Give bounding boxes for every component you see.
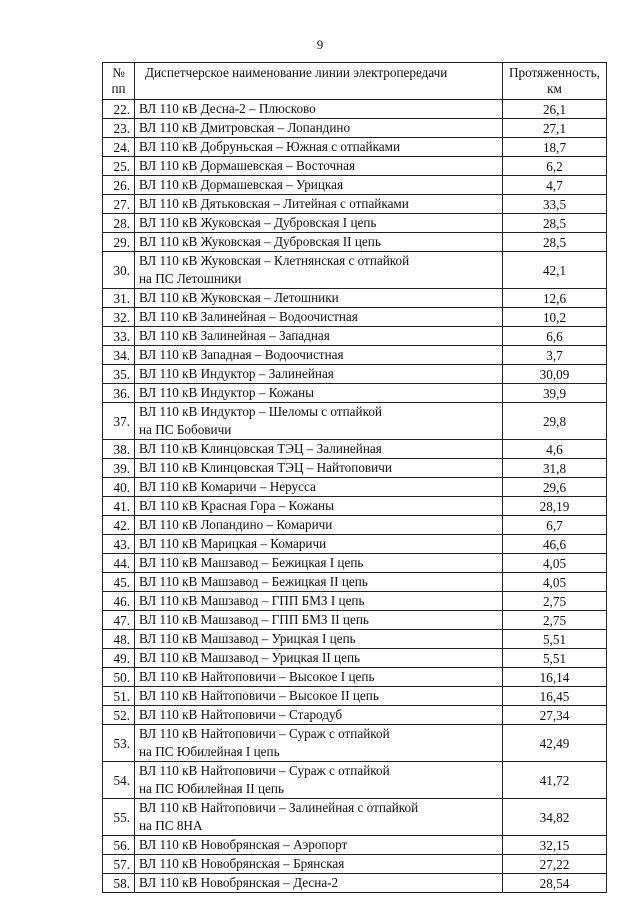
row-length-km: 28,54	[503, 874, 607, 893]
table-row	[103, 195, 607, 214]
row-number: 47.	[103, 611, 135, 630]
table-row	[103, 535, 607, 554]
line-name-part: ВЛ 110 кВ Залинейная – Западная	[139, 328, 330, 343]
row-number: 23.	[103, 119, 135, 138]
row-length-km: 42,1	[503, 252, 607, 289]
row-number: 41.	[103, 497, 135, 516]
row-number: 40.	[103, 478, 135, 497]
row-number: 57.	[103, 855, 135, 874]
row-length-km: 32,15	[503, 836, 607, 855]
line-name-part: ВЛ 110 кВ Машзавод – Бежицкая II цепь	[139, 574, 368, 589]
line-name-part: ВЛ 110 кВ Найтоповичи – Сураж с отпайкой	[139, 726, 390, 741]
row-number: 26.	[103, 176, 135, 195]
row-line-name	[135, 327, 503, 346]
line-name-part: на ПС 8НА	[139, 818, 203, 833]
line-name-part: ВЛ 110 кВ Залинейная – Водоочистная	[139, 309, 358, 324]
table-row	[103, 119, 607, 138]
row-number: 29.	[103, 233, 135, 252]
row-line-name	[135, 403, 503, 440]
row-number: 46.	[103, 592, 135, 611]
row-length-km: 6,6	[503, 327, 607, 346]
line-name-part: ВЛ 110 кВ Найтоповичи – Сураж с отпайкой	[139, 763, 390, 778]
row-number: 30.	[103, 252, 135, 289]
line-name-part: ВЛ 110 кВ Дмитровская – Лопандино	[139, 120, 351, 135]
row-number: 32.	[103, 308, 135, 327]
row-number: 22.	[103, 100, 135, 119]
row-number: 35.	[103, 365, 135, 384]
line-name-part: ВЛ 110 кВ Индуктор – Залинейная	[139, 366, 334, 381]
row-number: 52.	[103, 706, 135, 725]
table-row	[103, 668, 607, 687]
header-length: Протяженность, км	[503, 63, 607, 100]
line-name-part: ВЛ 110 кВ Западная – Водоочистная	[139, 347, 344, 362]
line-name-part: ВЛ 110 кВ Лопандино – Комаричи	[139, 517, 333, 532]
row-line-name	[135, 592, 503, 611]
row-length-km: 2,75	[503, 592, 607, 611]
table-row	[103, 100, 607, 119]
row-length-km: 16,45	[503, 687, 607, 706]
row-length-km: 42,49	[503, 725, 607, 762]
table-row	[103, 138, 607, 157]
line-name-part: ВЛ 110 кВ Клинцовская ТЭЦ – Залинейная	[139, 441, 382, 456]
table-row	[103, 874, 607, 893]
row-line-name	[135, 799, 503, 836]
table-row	[103, 836, 607, 855]
table-row	[103, 762, 607, 799]
row-number: 48.	[103, 630, 135, 649]
line-name-part: ВЛ 110 кВ Машзавод – ГПП БМЗ II цепь	[139, 612, 369, 627]
row-line-name	[135, 365, 503, 384]
table-row	[103, 649, 607, 668]
row-number: 38.	[103, 440, 135, 459]
row-line-name	[135, 195, 503, 214]
row-length-km: 12,6	[503, 289, 607, 308]
row-length-km: 5,51	[503, 630, 607, 649]
row-number: 31.	[103, 289, 135, 308]
table-row	[103, 554, 607, 573]
line-name-part: ВЛ 110 кВ Красная Гора – Кожаны	[139, 498, 334, 513]
row-number: 34.	[103, 346, 135, 365]
row-number: 39.	[103, 459, 135, 478]
table-row	[103, 611, 607, 630]
row-number: 55.	[103, 799, 135, 836]
row-line-name	[135, 836, 503, 855]
row-line-name	[135, 100, 503, 119]
line-name-part: на ПС Юбилейная I цепь	[139, 744, 280, 759]
row-number: 50.	[103, 668, 135, 687]
table-row	[103, 573, 607, 592]
row-number: 36.	[103, 384, 135, 403]
table-row	[103, 233, 607, 252]
row-number: 27.	[103, 195, 135, 214]
row-line-name	[135, 668, 503, 687]
row-length-km: 16,14	[503, 668, 607, 687]
row-line-name	[135, 573, 503, 592]
row-number: 25.	[103, 157, 135, 176]
row-length-km: 4,6	[503, 440, 607, 459]
row-line-name	[135, 233, 503, 252]
row-number: 37.	[103, 403, 135, 440]
table-row	[103, 365, 607, 384]
line-name-part: ВЛ 110 кВ Добруньская – Южная с отпайками	[139, 139, 401, 154]
row-line-name	[135, 289, 503, 308]
row-line-name	[135, 459, 503, 478]
row-line-name	[135, 535, 503, 554]
row-line-name	[135, 649, 503, 668]
row-length-km: 29,8	[503, 403, 607, 440]
row-number: 58.	[103, 874, 135, 893]
row-length-km: 34,82	[503, 799, 607, 836]
row-length-km: 27,1	[503, 119, 607, 138]
row-line-name	[135, 478, 503, 497]
row-line-name	[135, 855, 503, 874]
line-name-part: ВЛ 110 кВ Найтоповичи – Залинейная с отпайкой	[139, 800, 419, 815]
row-line-name	[135, 874, 503, 893]
header-number: № пп	[103, 63, 135, 100]
line-name-part: на ПС Юбилейная II цепь	[139, 781, 284, 796]
row-length-km: 28,5	[503, 233, 607, 252]
table-row	[103, 176, 607, 195]
row-line-name	[135, 308, 503, 327]
row-line-name	[135, 516, 503, 535]
row-line-name	[135, 214, 503, 233]
line-name-part: ВЛ 110 кВ Комаричи – Нерусса	[139, 479, 316, 494]
table-row	[103, 327, 607, 346]
table-row	[103, 687, 607, 706]
line-name-part: ВЛ 110 кВ Жуковская – Дубровская I цепь	[139, 215, 377, 230]
row-line-name	[135, 138, 503, 157]
row-line-name	[135, 119, 503, 138]
row-length-km: 10,2	[503, 308, 607, 327]
table-row	[103, 855, 607, 874]
power-lines-table	[102, 62, 607, 893]
row-length-km: 27,22	[503, 855, 607, 874]
line-name-part: ВЛ 110 кВ Индуктор – Шеломы с отпайкой	[139, 404, 382, 419]
line-name-part: ВЛ 110 кВ Жуковская – Клетнянская с отпайкой	[139, 253, 410, 268]
line-name-part: ВЛ 110 кВ Индуктор – Кожаны	[139, 385, 314, 400]
row-length-km: 6,7	[503, 516, 607, 535]
row-line-name	[135, 497, 503, 516]
row-length-km: 28,19	[503, 497, 607, 516]
line-name-part: ВЛ 110 кВ Найтоповичи – Высокое II цепь	[139, 688, 379, 703]
line-name-part: ВЛ 110 кВ Дормашевская – Восточная	[139, 158, 356, 173]
line-name-part: ВЛ 110 кВ Жуковская – Летошники	[139, 290, 339, 305]
row-length-km: 41,72	[503, 762, 607, 799]
table-row	[103, 214, 607, 233]
row-number: 33.	[103, 327, 135, 346]
row-length-km: 5,51	[503, 649, 607, 668]
table-row	[103, 440, 607, 459]
row-length-km: 18,7	[503, 138, 607, 157]
row-line-name	[135, 762, 503, 799]
line-name-part: ВЛ 110 кВ Клинцовская ТЭЦ – Найтоповичи	[139, 460, 392, 475]
row-line-name	[135, 346, 503, 365]
row-length-km: 27,34	[503, 706, 607, 725]
row-number: 56.	[103, 836, 135, 855]
table-row	[103, 592, 607, 611]
row-length-km: 39,9	[503, 384, 607, 403]
row-line-name	[135, 384, 503, 403]
table-row	[103, 384, 607, 403]
row-length-km: 33,5	[503, 195, 607, 214]
row-length-km: 28,5	[503, 214, 607, 233]
row-length-km: 6,2	[503, 157, 607, 176]
row-number: 54.	[103, 762, 135, 799]
table-row	[103, 516, 607, 535]
line-name-part: ВЛ 110 кВ Марицкая – Комаричи	[139, 536, 327, 551]
line-name-part: ВЛ 110 кВ Машзавод – Бежицкая I цепь	[139, 555, 364, 570]
table-row	[103, 459, 607, 478]
row-length-km: 46,6	[503, 535, 607, 554]
table-row	[103, 497, 607, 516]
line-name-part: на ПС Бобовичи	[139, 422, 232, 437]
table-row	[103, 630, 607, 649]
line-name-part: на ПС Летошники	[139, 271, 242, 286]
line-name-part: ВЛ 110 кВ Машзавод – Урицкая I цепь	[139, 631, 356, 646]
table-row	[103, 346, 607, 365]
row-length-km: 29,6	[503, 478, 607, 497]
table-row	[103, 308, 607, 327]
line-name-part: ВЛ 110 кВ Новобрянская – Аэропорт	[139, 837, 348, 852]
row-line-name	[135, 554, 503, 573]
table-row	[103, 289, 607, 308]
row-line-name	[135, 725, 503, 762]
row-length-km: 26,1	[503, 100, 607, 119]
row-line-name	[135, 706, 503, 725]
row-line-name	[135, 687, 503, 706]
row-line-name	[135, 252, 503, 289]
row-length-km: 31,8	[503, 459, 607, 478]
row-length-km: 2,75	[503, 611, 607, 630]
row-line-name	[135, 630, 503, 649]
page-number: 9	[316, 37, 324, 52]
row-length-km: 30,09	[503, 365, 607, 384]
row-length-km: 4,05	[503, 554, 607, 573]
row-line-name	[135, 157, 503, 176]
row-number: 28.	[103, 214, 135, 233]
row-number: 49.	[103, 649, 135, 668]
line-name-part: ВЛ 110 кВ Дормашевская – Урицкая	[139, 177, 344, 192]
table-row	[103, 478, 607, 497]
header-line-name: Диспетчерское наименование линии электропередачи	[135, 63, 503, 100]
row-number: 51.	[103, 687, 135, 706]
table-row	[103, 403, 607, 440]
table-row	[103, 706, 607, 725]
row-number: 42.	[103, 516, 135, 535]
line-name-part: ВЛ 110 кВ Дятьковская – Литейная с отпайками	[139, 196, 409, 211]
line-name-part: ВЛ 110 кВ Машзавод – Урицкая II цепь	[139, 650, 361, 665]
table-body	[103, 100, 607, 893]
row-line-name	[135, 176, 503, 195]
row-number: 24.	[103, 138, 135, 157]
line-name-part: ВЛ 110 кВ Новобрянская – Десна-2	[139, 875, 339, 890]
line-name-part: ВЛ 110 кВ Найтоповичи – Высокое I цепь	[139, 669, 375, 684]
row-length-km: 4,7	[503, 176, 607, 195]
row-length-km: 3,7	[503, 346, 607, 365]
row-line-name	[135, 440, 503, 459]
table-row	[103, 799, 607, 836]
line-name-part: ВЛ 110 кВ Машзавод – ГПП БМЗ I цепь	[139, 593, 365, 608]
line-name-part: ВЛ 110 кВ Жуковская – Дубровская II цепь	[139, 234, 381, 249]
table-header-row	[103, 63, 607, 100]
line-name-part: ВЛ 110 кВ Десна-2 – Плюсково	[139, 101, 316, 116]
row-number: 43.	[103, 535, 135, 554]
row-line-name	[135, 611, 503, 630]
row-number: 44.	[103, 554, 135, 573]
line-name-part: ВЛ 110 кВ Найтоповичи – Стародуб	[139, 707, 343, 722]
row-number: 45.	[103, 573, 135, 592]
line-name-part: ВЛ 110 кВ Новобрянская – Брянская	[139, 856, 345, 871]
row-number: 53.	[103, 725, 135, 762]
table-row	[103, 252, 607, 289]
table-row	[103, 157, 607, 176]
table-row	[103, 725, 607, 762]
row-length-km: 4,05	[503, 573, 607, 592]
